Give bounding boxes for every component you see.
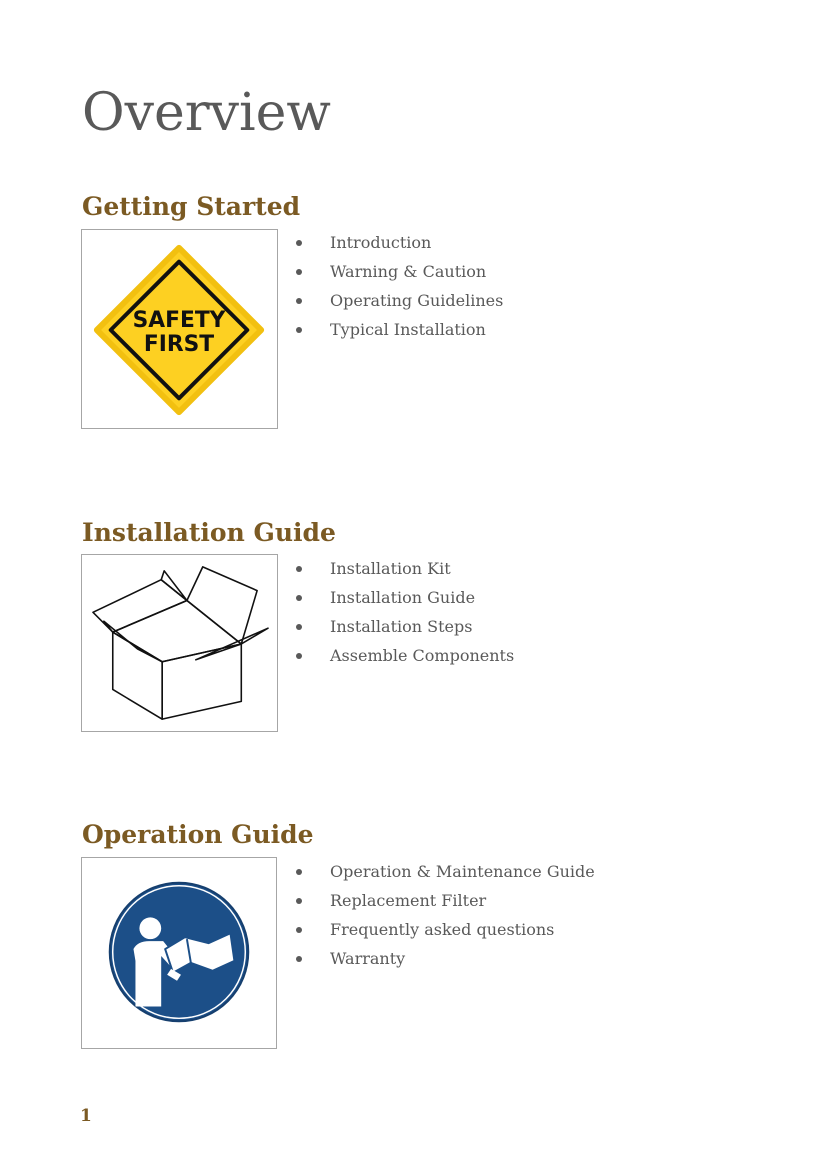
bullet-icon [296,653,302,659]
section-heading-installation-guide: Installation Guide [82,518,336,547]
list-item-label: Frequently asked questions [330,920,555,939]
bullet-icon [296,240,302,246]
list-item-label: Installation Kit [330,559,451,578]
bullet-icon [296,269,302,275]
list-item [292,583,514,612]
list-item [292,286,503,315]
list-item-label: Operating Guidelines [330,291,504,310]
list-item-label: Typical Installation [330,320,486,339]
page-title: Overview [82,83,331,143]
list-item [292,915,595,944]
bullet-icon [296,566,302,572]
list-item-label: Introduction [330,233,432,252]
bullet-icon [296,927,302,933]
list-item [292,554,514,583]
list-item-label: Replacement Filter [330,891,487,910]
getting-started-list [292,228,503,344]
list-item [292,228,503,257]
operation-guide-list [292,857,595,973]
installation-guide-list [292,554,514,670]
page-number: 1 [80,1106,92,1126]
read-manual-image [81,857,277,1049]
bullet-icon [296,327,302,333]
bullet-icon [296,869,302,875]
bullet-icon [296,595,302,601]
list-item [292,641,514,670]
safety-first-sign-icon [82,230,277,428]
list-item [292,315,503,344]
bullet-icon [296,956,302,962]
bullet-icon [296,898,302,904]
open-box-icon [82,555,277,731]
list-item-label: Assemble Components [330,646,515,665]
list-item-label: Operation & Maintenance Guide [330,862,595,881]
list-item [292,886,595,915]
list-item-label: Warranty [330,949,406,968]
list-item [292,857,595,886]
list-item-label: Installation Steps [330,617,473,636]
list-item [292,944,595,973]
sign-text-line1: SAFETY [132,308,226,334]
list-item-label: Warning & Caution [330,262,487,281]
list-item [292,257,503,286]
open-box-image [81,554,278,732]
sign-text-line2: FIRST [143,331,215,357]
bullet-icon [296,298,302,304]
section-heading-operation-guide: Operation Guide [82,820,314,849]
section-heading-getting-started: Getting Started [82,192,301,221]
safety-first-image [81,229,278,429]
list-item [292,612,514,641]
bullet-icon [296,624,302,630]
read-manual-icon [82,858,276,1048]
list-item-label: Installation Guide [330,588,476,607]
